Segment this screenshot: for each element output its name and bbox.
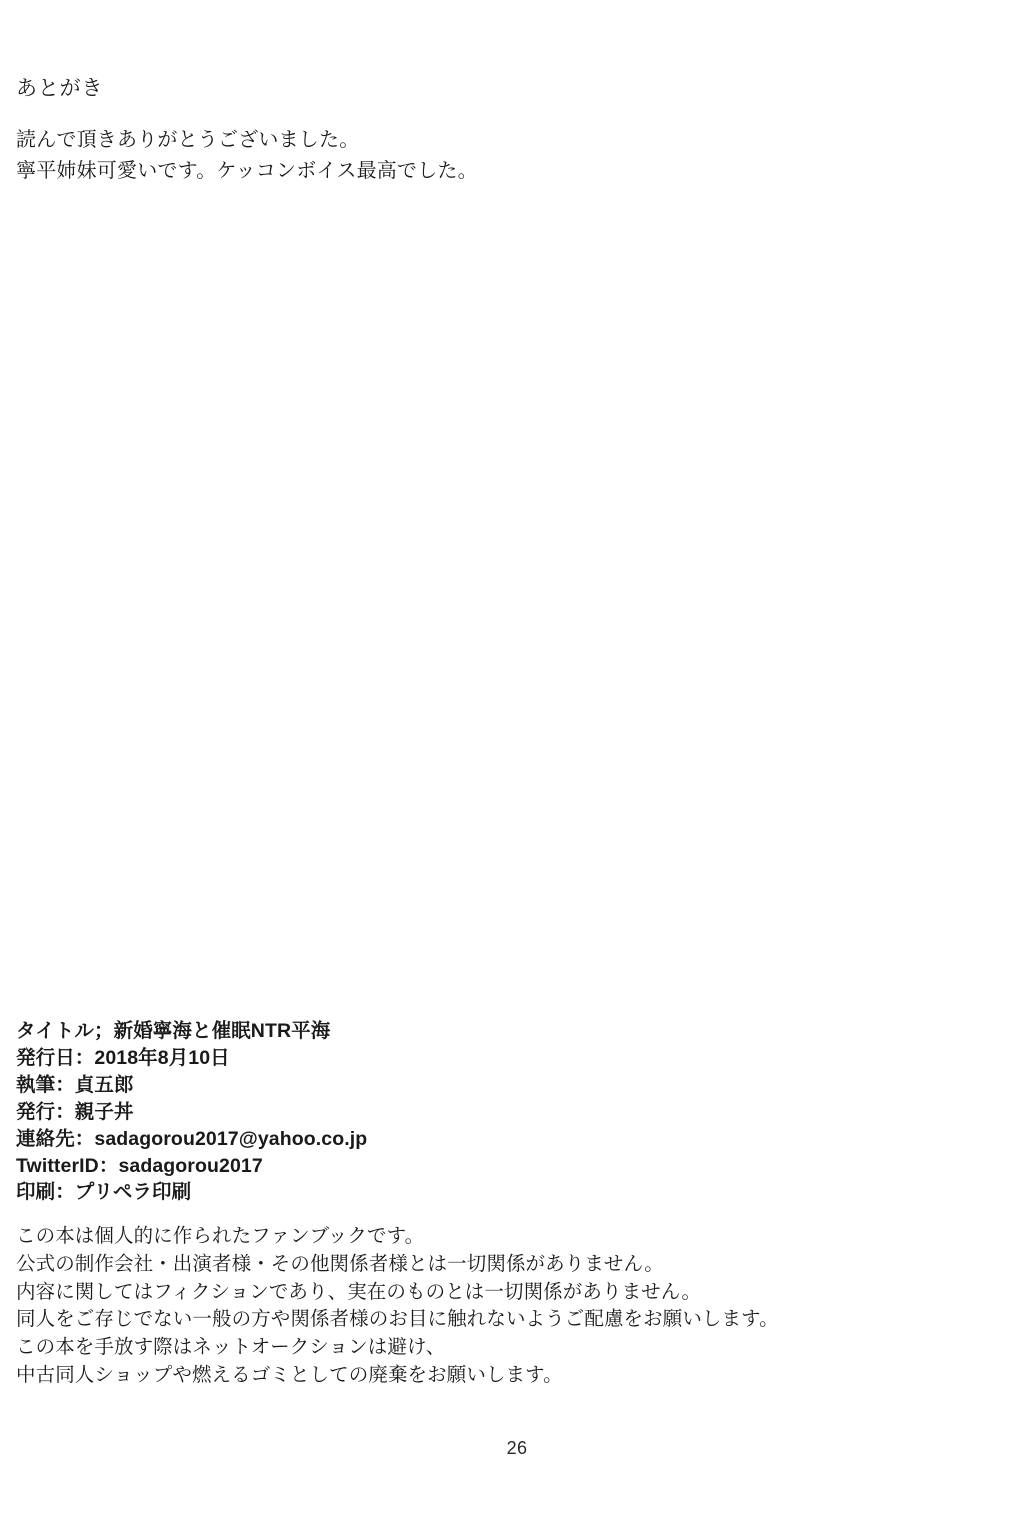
colophon-info-line: 連絡先：sadagorou2017@yahoo.co.jp	[16, 1127, 368, 1150]
afterword-line: 読んで頂きありがとうございました。	[16, 129, 360, 152]
colophon-section	[16, 1018, 916, 1389]
colophon-info	[16, 1018, 916, 1206]
colophon-info-line: タイトル；新婚寧海と催眠NTR平海	[16, 1020, 331, 1042]
colophon-notice	[16, 1223, 916, 1389]
afterword-line: 寧平姉妹可愛いです。ケッコンボイス最高でした。	[16, 160, 478, 183]
colophon-info-line: 発行日：2018年8月10日	[16, 1046, 230, 1069]
colophon-info-line: 印刷：プリペラ印刷	[16, 1181, 192, 1204]
colophon-notice-line: この本は個人的に作られたファンブックです。	[16, 1225, 425, 1248]
colophon-info-line: TwitterID：sadagorou2017	[16, 1154, 263, 1177]
afterword-body	[16, 125, 856, 187]
colophon-info-line: 執筆：貞五郎	[16, 1073, 134, 1096]
colophon-notice-line: 同人をご存じでない一般の方や関係者様のお目に触れないようご配慮をお願いします。	[16, 1308, 779, 1331]
colophon-notice-line: 公式の制作会社・出演者様・その他関係者様とは一切関係がありません。	[16, 1253, 664, 1276]
colophon-notice-line: 中古同人ショップや燃えるゴミとしての廃棄をお願いします。	[16, 1363, 563, 1386]
afterword-section	[16, 74, 856, 187]
colophon-notice-line: 内容に関してはフィクションであり、実在のものとは一切関係がありません。	[16, 1280, 702, 1303]
colophon-notice-line: この本を手放す際はネットオークションは避け、	[16, 1336, 446, 1359]
afterword-heading: あとがき	[16, 77, 104, 100]
colophon-info-line: 発行：親子丼	[16, 1100, 134, 1123]
page-number: 26	[506, 1438, 528, 1458]
